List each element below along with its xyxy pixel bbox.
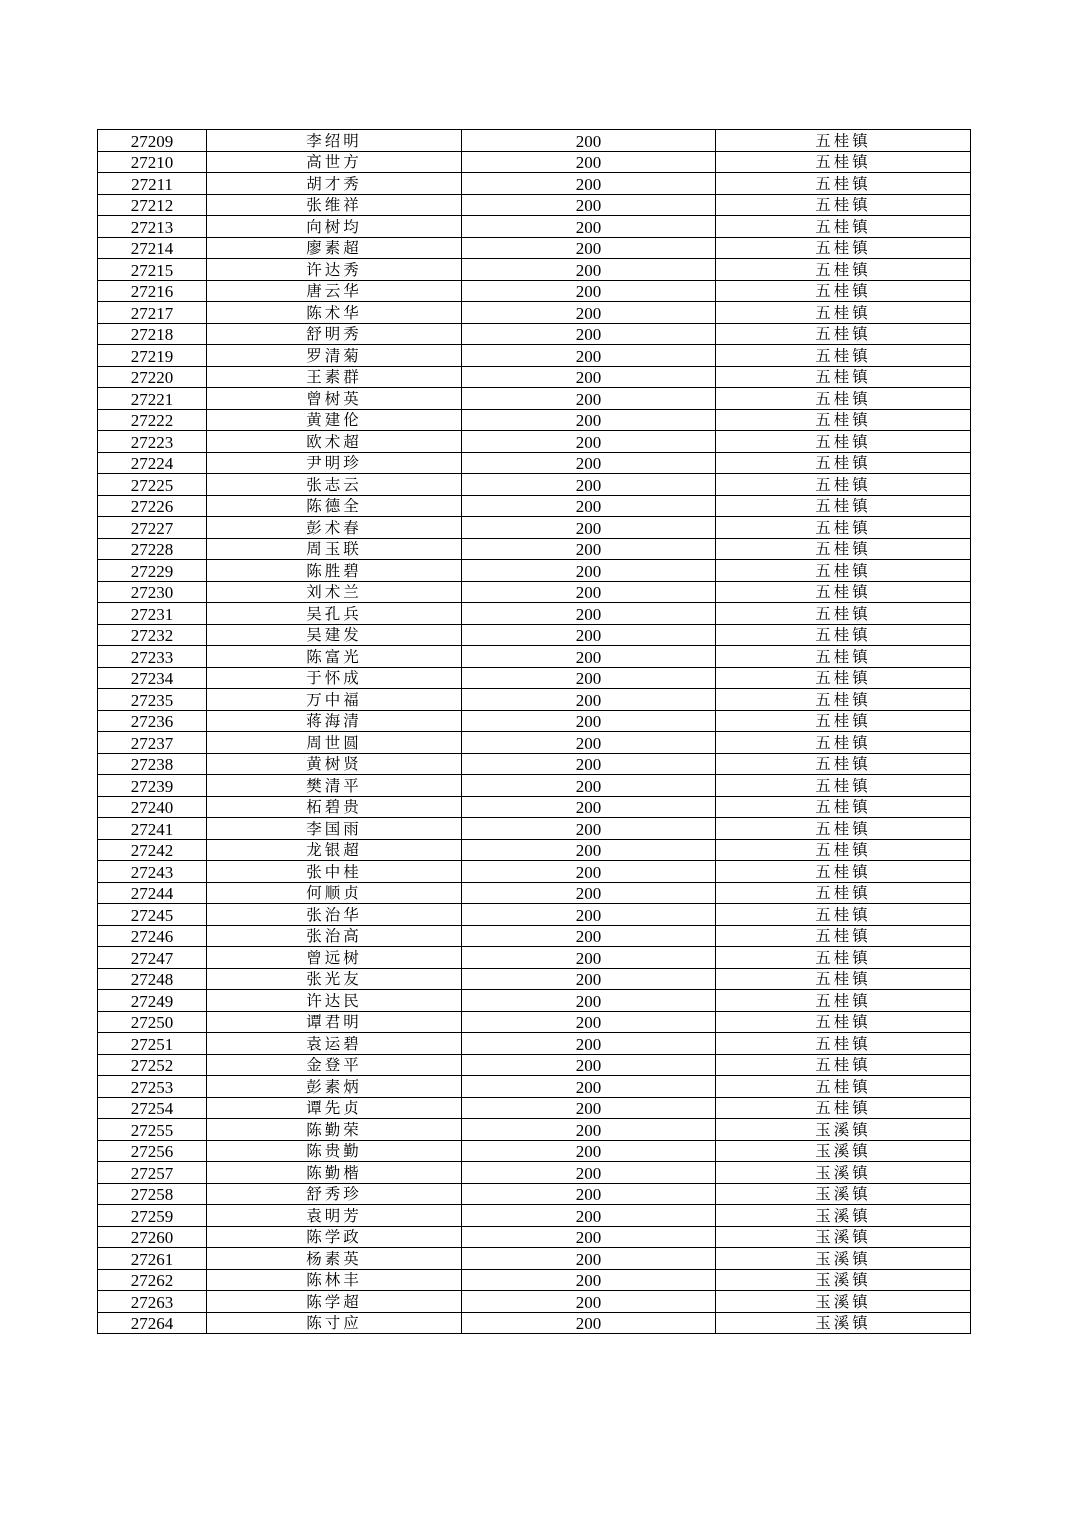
row-amount-cell: 200	[462, 323, 716, 345]
row-town-cell: 五桂镇	[716, 925, 971, 947]
table-row	[98, 474, 971, 496]
row-amount-cell: 200	[462, 775, 716, 797]
row-amount-cell: 200	[462, 495, 716, 517]
row-town-cell: 五桂镇	[716, 495, 971, 517]
row-id-cell: 27227	[98, 517, 207, 539]
row-amount-cell: 200	[462, 1033, 716, 1055]
table-row	[98, 689, 971, 711]
row-id-cell: 27248	[98, 968, 207, 990]
table-row	[98, 302, 971, 324]
row-amount-cell: 200	[462, 667, 716, 689]
row-name-cell: 刘术兰	[207, 581, 462, 603]
row-town-cell: 五桂镇	[716, 1097, 971, 1119]
row-town-cell: 五桂镇	[716, 259, 971, 281]
row-id-cell: 27241	[98, 818, 207, 840]
table-row	[98, 366, 971, 388]
table-row	[98, 667, 971, 689]
row-name-cell: 舒秀珍	[207, 1183, 462, 1205]
row-amount-cell: 200	[462, 517, 716, 539]
row-id-cell: 27222	[98, 409, 207, 431]
table-row	[98, 1076, 971, 1098]
row-id-cell: 27235	[98, 689, 207, 711]
row-id-cell: 27228	[98, 538, 207, 560]
row-town-cell: 五桂镇	[716, 603, 971, 625]
row-town-cell: 五桂镇	[716, 1076, 971, 1098]
row-amount-cell: 200	[462, 1140, 716, 1162]
table-row	[98, 259, 971, 281]
row-id-cell: 27209	[98, 130, 207, 152]
row-town-cell: 玉溪镇	[716, 1248, 971, 1270]
row-town-cell: 五桂镇	[716, 538, 971, 560]
row-amount-cell: 200	[462, 990, 716, 1012]
table-row	[98, 388, 971, 410]
row-name-cell: 陈学超	[207, 1291, 462, 1313]
table-row	[98, 1054, 971, 1076]
row-id-cell: 27215	[98, 259, 207, 281]
row-id-cell: 27242	[98, 839, 207, 861]
row-id-cell: 27251	[98, 1033, 207, 1055]
row-town-cell: 五桂镇	[716, 409, 971, 431]
table-row	[98, 1011, 971, 1033]
table-row	[98, 753, 971, 775]
row-name-cell: 陈林丰	[207, 1269, 462, 1291]
row-amount-cell: 200	[462, 1183, 716, 1205]
row-name-cell: 袁运碧	[207, 1033, 462, 1055]
row-town-cell: 五桂镇	[716, 839, 971, 861]
row-id-cell: 27216	[98, 280, 207, 302]
row-amount-cell: 200	[462, 538, 716, 560]
row-id-cell: 27243	[98, 861, 207, 883]
row-name-cell: 彭术春	[207, 517, 462, 539]
row-amount-cell: 200	[462, 1076, 716, 1098]
row-amount-cell: 200	[462, 237, 716, 259]
row-id-cell: 27256	[98, 1140, 207, 1162]
row-name-cell: 陈贵勤	[207, 1140, 462, 1162]
row-name-cell: 陈胜碧	[207, 560, 462, 582]
table-row	[98, 1312, 971, 1334]
row-name-cell: 张维祥	[207, 194, 462, 216]
row-name-cell: 张治高	[207, 925, 462, 947]
row-amount-cell: 200	[462, 216, 716, 238]
row-name-cell: 向树均	[207, 216, 462, 238]
row-amount-cell: 200	[462, 925, 716, 947]
row-amount-cell: 200	[462, 882, 716, 904]
row-name-cell: 张中桂	[207, 861, 462, 883]
row-amount-cell: 200	[462, 1162, 716, 1184]
row-id-cell: 27253	[98, 1076, 207, 1098]
table-row	[98, 925, 971, 947]
row-town-cell: 五桂镇	[716, 646, 971, 668]
row-name-cell: 黄树贤	[207, 753, 462, 775]
row-name-cell: 谭君明	[207, 1011, 462, 1033]
row-town-cell: 玉溪镇	[716, 1291, 971, 1313]
row-name-cell: 陈富光	[207, 646, 462, 668]
row-id-cell: 27262	[98, 1269, 207, 1291]
row-town-cell: 五桂镇	[716, 689, 971, 711]
table-row	[98, 968, 971, 990]
row-town-cell: 五桂镇	[716, 990, 971, 1012]
row-town-cell: 五桂镇	[716, 1033, 971, 1055]
row-amount-cell: 200	[462, 1269, 716, 1291]
row-id-cell: 27237	[98, 732, 207, 754]
row-name-cell: 金登平	[207, 1054, 462, 1076]
row-id-cell: 27223	[98, 431, 207, 453]
row-amount-cell: 200	[462, 710, 716, 732]
table-row	[98, 624, 971, 646]
row-id-cell: 27221	[98, 388, 207, 410]
row-amount-cell: 200	[462, 194, 716, 216]
row-amount-cell: 200	[462, 947, 716, 969]
row-id-cell: 27218	[98, 323, 207, 345]
row-town-cell: 五桂镇	[716, 302, 971, 324]
row-name-cell: 周玉联	[207, 538, 462, 560]
table-row	[98, 710, 971, 732]
table-row	[98, 345, 971, 367]
row-amount-cell: 200	[462, 624, 716, 646]
table-row	[98, 130, 971, 152]
row-name-cell: 袁明芳	[207, 1205, 462, 1227]
row-amount-cell: 200	[462, 732, 716, 754]
row-id-cell: 27219	[98, 345, 207, 367]
table-row	[98, 581, 971, 603]
row-name-cell: 胡才秀	[207, 173, 462, 195]
table-row	[98, 1162, 971, 1184]
row-name-cell: 许达民	[207, 990, 462, 1012]
row-name-cell: 张光友	[207, 968, 462, 990]
row-name-cell: 舒明秀	[207, 323, 462, 345]
row-id-cell: 27238	[98, 753, 207, 775]
row-amount-cell: 200	[462, 388, 716, 410]
table-row	[98, 560, 971, 582]
row-id-cell: 27257	[98, 1162, 207, 1184]
row-name-cell: 黄建伦	[207, 409, 462, 431]
table-row	[98, 947, 971, 969]
row-town-cell: 五桂镇	[716, 796, 971, 818]
row-id-cell: 27250	[98, 1011, 207, 1033]
row-name-cell: 李国雨	[207, 818, 462, 840]
table-row	[98, 646, 971, 668]
row-town-cell: 玉溪镇	[716, 1183, 971, 1205]
row-town-cell: 五桂镇	[716, 753, 971, 775]
row-id-cell: 27229	[98, 560, 207, 582]
row-id-cell: 27214	[98, 237, 207, 259]
row-name-cell: 廖素超	[207, 237, 462, 259]
row-id-cell: 27224	[98, 452, 207, 474]
table-row	[98, 1140, 971, 1162]
row-town-cell: 五桂镇	[716, 280, 971, 302]
row-town-cell: 五桂镇	[716, 882, 971, 904]
row-name-cell: 尹明珍	[207, 452, 462, 474]
row-town-cell: 五桂镇	[716, 904, 971, 926]
row-town-cell: 五桂镇	[716, 194, 971, 216]
table-row	[98, 818, 971, 840]
row-town-cell: 五桂镇	[716, 237, 971, 259]
table-row	[98, 1097, 971, 1119]
table-row	[98, 409, 971, 431]
row-amount-cell: 200	[462, 474, 716, 496]
row-name-cell: 曾树英	[207, 388, 462, 410]
row-town-cell: 玉溪镇	[716, 1312, 971, 1334]
row-amount-cell: 200	[462, 431, 716, 453]
row-town-cell: 五桂镇	[716, 366, 971, 388]
row-name-cell: 罗清菊	[207, 345, 462, 367]
table-row	[98, 1205, 971, 1227]
row-name-cell: 何顺贞	[207, 882, 462, 904]
row-town-cell: 五桂镇	[716, 452, 971, 474]
row-amount-cell: 200	[462, 861, 716, 883]
table-row	[98, 538, 971, 560]
row-id-cell: 27213	[98, 216, 207, 238]
row-town-cell: 五桂镇	[716, 667, 971, 689]
table-row	[98, 323, 971, 345]
table-row	[98, 495, 971, 517]
row-name-cell: 张治华	[207, 904, 462, 926]
row-amount-cell: 200	[462, 409, 716, 431]
row-town-cell: 五桂镇	[716, 1054, 971, 1076]
row-amount-cell: 200	[462, 753, 716, 775]
row-town-cell: 五桂镇	[716, 624, 971, 646]
row-id-cell: 27225	[98, 474, 207, 496]
row-name-cell: 陈术华	[207, 302, 462, 324]
roster-body	[98, 130, 971, 1334]
row-id-cell: 27210	[98, 151, 207, 173]
row-id-cell: 27240	[98, 796, 207, 818]
table-row	[98, 151, 971, 173]
row-id-cell: 27264	[98, 1312, 207, 1334]
row-name-cell: 龙银超	[207, 839, 462, 861]
table-row	[98, 904, 971, 926]
row-amount-cell: 200	[462, 173, 716, 195]
row-amount-cell: 200	[462, 345, 716, 367]
row-id-cell: 27249	[98, 990, 207, 1012]
row-town-cell: 五桂镇	[716, 968, 971, 990]
row-name-cell: 于怀成	[207, 667, 462, 689]
row-amount-cell: 200	[462, 1248, 716, 1270]
row-amount-cell: 200	[462, 302, 716, 324]
row-town-cell: 五桂镇	[716, 1011, 971, 1033]
row-name-cell: 陈德全	[207, 495, 462, 517]
table-row	[98, 1119, 971, 1141]
row-id-cell: 27212	[98, 194, 207, 216]
row-amount-cell: 200	[462, 1097, 716, 1119]
row-id-cell: 27260	[98, 1226, 207, 1248]
row-town-cell: 五桂镇	[716, 388, 971, 410]
table-row	[98, 280, 971, 302]
row-amount-cell: 200	[462, 603, 716, 625]
row-town-cell: 玉溪镇	[716, 1269, 971, 1291]
row-id-cell: 27258	[98, 1183, 207, 1205]
row-name-cell: 陈勤荣	[207, 1119, 462, 1141]
row-name-cell: 李绍明	[207, 130, 462, 152]
table-row	[98, 1248, 971, 1270]
row-name-cell: 许达秀	[207, 259, 462, 281]
row-name-cell: 吴建发	[207, 624, 462, 646]
row-amount-cell: 200	[462, 1205, 716, 1227]
row-name-cell: 樊清平	[207, 775, 462, 797]
row-id-cell: 27245	[98, 904, 207, 926]
row-town-cell: 五桂镇	[716, 560, 971, 582]
row-town-cell: 五桂镇	[716, 323, 971, 345]
row-town-cell: 五桂镇	[716, 581, 971, 603]
row-id-cell: 27234	[98, 667, 207, 689]
row-amount-cell: 200	[462, 1226, 716, 1248]
row-name-cell: 曾远树	[207, 947, 462, 969]
row-town-cell: 五桂镇	[716, 947, 971, 969]
row-id-cell: 27239	[98, 775, 207, 797]
row-town-cell: 玉溪镇	[716, 1205, 971, 1227]
row-town-cell: 五桂镇	[716, 474, 971, 496]
row-town-cell: 五桂镇	[716, 173, 971, 195]
row-name-cell: 欧术超	[207, 431, 462, 453]
table-row	[98, 1033, 971, 1055]
row-town-cell: 玉溪镇	[716, 1119, 971, 1141]
row-amount-cell: 200	[462, 452, 716, 474]
table-row	[98, 1183, 971, 1205]
row-town-cell: 五桂镇	[716, 710, 971, 732]
row-id-cell: 27246	[98, 925, 207, 947]
row-id-cell: 27255	[98, 1119, 207, 1141]
row-town-cell: 五桂镇	[716, 861, 971, 883]
row-amount-cell: 200	[462, 1291, 716, 1313]
row-id-cell: 27211	[98, 173, 207, 195]
row-amount-cell: 200	[462, 280, 716, 302]
row-amount-cell: 200	[462, 130, 716, 152]
row-name-cell: 陈学政	[207, 1226, 462, 1248]
table-row	[98, 882, 971, 904]
row-id-cell: 27247	[98, 947, 207, 969]
row-name-cell: 王素群	[207, 366, 462, 388]
row-name-cell: 张志云	[207, 474, 462, 496]
row-id-cell: 27217	[98, 302, 207, 324]
row-amount-cell: 200	[462, 581, 716, 603]
row-town-cell: 玉溪镇	[716, 1162, 971, 1184]
row-id-cell: 27232	[98, 624, 207, 646]
table-row	[98, 775, 971, 797]
row-name-cell: 蒋海清	[207, 710, 462, 732]
table-row	[98, 1269, 971, 1291]
row-amount-cell: 200	[462, 1054, 716, 1076]
row-amount-cell: 200	[462, 366, 716, 388]
row-town-cell: 五桂镇	[716, 431, 971, 453]
table-row	[98, 216, 971, 238]
row-town-cell: 玉溪镇	[716, 1226, 971, 1248]
row-name-cell: 唐云华	[207, 280, 462, 302]
row-id-cell: 27231	[98, 603, 207, 625]
row-name-cell: 陈勤楷	[207, 1162, 462, 1184]
row-town-cell: 五桂镇	[716, 345, 971, 367]
table-row	[98, 452, 971, 474]
row-amount-cell: 200	[462, 1119, 716, 1141]
table-row	[98, 237, 971, 259]
table-row	[98, 796, 971, 818]
row-amount-cell: 200	[462, 904, 716, 926]
row-amount-cell: 200	[462, 968, 716, 990]
row-name-cell: 谭先贞	[207, 1097, 462, 1119]
table-row	[98, 732, 971, 754]
row-amount-cell: 200	[462, 560, 716, 582]
row-id-cell: 27236	[98, 710, 207, 732]
row-amount-cell: 200	[462, 1011, 716, 1033]
row-amount-cell: 200	[462, 1312, 716, 1334]
row-town-cell: 五桂镇	[716, 130, 971, 152]
row-amount-cell: 200	[462, 259, 716, 281]
row-amount-cell: 200	[462, 689, 716, 711]
row-name-cell: 高世方	[207, 151, 462, 173]
row-id-cell: 27261	[98, 1248, 207, 1270]
row-amount-cell: 200	[462, 151, 716, 173]
row-amount-cell: 200	[462, 839, 716, 861]
row-id-cell: 27226	[98, 495, 207, 517]
row-town-cell: 玉溪镇	[716, 1140, 971, 1162]
row-name-cell: 柘碧贵	[207, 796, 462, 818]
table-row	[98, 839, 971, 861]
row-town-cell: 五桂镇	[716, 216, 971, 238]
row-name-cell: 万中福	[207, 689, 462, 711]
row-id-cell: 27230	[98, 581, 207, 603]
row-amount-cell: 200	[462, 646, 716, 668]
table-row	[98, 194, 971, 216]
row-name-cell: 陈寸应	[207, 1312, 462, 1334]
row-id-cell: 27244	[98, 882, 207, 904]
row-amount-cell: 200	[462, 796, 716, 818]
row-id-cell: 27233	[98, 646, 207, 668]
table-row	[98, 431, 971, 453]
row-name-cell: 周世圆	[207, 732, 462, 754]
row-amount-cell: 200	[462, 818, 716, 840]
table-row	[98, 517, 971, 539]
row-id-cell: 27263	[98, 1291, 207, 1313]
row-id-cell: 27259	[98, 1205, 207, 1227]
table-row	[98, 173, 971, 195]
row-town-cell: 五桂镇	[716, 732, 971, 754]
table-row	[98, 603, 971, 625]
table-row	[98, 990, 971, 1012]
row-town-cell: 五桂镇	[716, 151, 971, 173]
row-id-cell: 27220	[98, 366, 207, 388]
row-town-cell: 五桂镇	[716, 818, 971, 840]
table-row	[98, 1291, 971, 1313]
roster-table	[97, 129, 971, 1334]
row-name-cell: 杨素英	[207, 1248, 462, 1270]
table-row	[98, 1226, 971, 1248]
row-name-cell: 吴孔兵	[207, 603, 462, 625]
row-id-cell: 27254	[98, 1097, 207, 1119]
row-town-cell: 五桂镇	[716, 517, 971, 539]
table-row	[98, 861, 971, 883]
row-town-cell: 五桂镇	[716, 775, 971, 797]
row-name-cell: 彭素炳	[207, 1076, 462, 1098]
row-id-cell: 27252	[98, 1054, 207, 1076]
